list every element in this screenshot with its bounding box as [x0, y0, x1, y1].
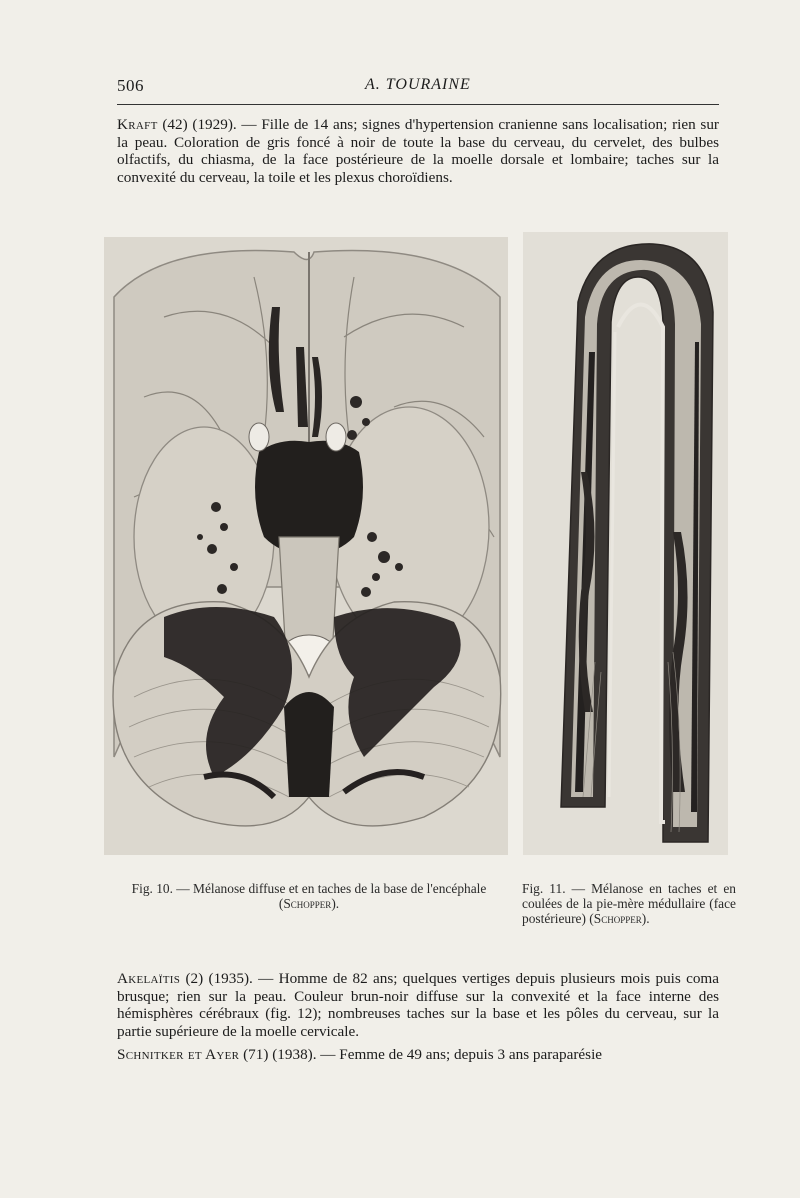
case-author: Kraft: [117, 116, 158, 133]
header-rule: [117, 104, 719, 105]
case-author: Schnitker et Ayer: [117, 1046, 240, 1063]
case-text: (2) (1935). — Homme de 82 ans; quelques vertiges depuis plusieurs mois puis coma brusque; rien sur la peau. Couleur brun-noir diffuse sur la convexité et la face interne des hémisphères cérébraux (fig. 12); nombreuses taches sur la base et les pôles du cerveau, sur la partie supérieure de la moelle cervicale.: [117, 970, 719, 1040]
page-number: 506: [117, 76, 144, 95]
case-paragraph-akelaitis: [117, 970, 719, 1040]
figure-10-caption: [118, 881, 500, 911]
case-paragraph-kraft: [117, 116, 719, 186]
case-text: (42) (1929). — Fille de 14 ans; signes d'hypertension cranienne sans localisation; rien sur la peau. Coloration de gris foncé à noir de toute la base du cerveau, du cervelet, des bulbes olfactifs, du chiasma, de la face postérieure de la moelle dorsale et lombaire; taches sur la convexité du cerveau, la toile et les plexus choroïdiens.: [117, 116, 719, 186]
case-author: Akelaïtis: [117, 970, 181, 987]
caption-credit: Schopper: [283, 896, 332, 911]
caption-credit: Schopper: [593, 911, 642, 926]
figure-11-caption: [522, 881, 736, 926]
caption-text: Fig. 10. — Mélanose diffuse et en taches de la base de l'encéphale (: [131, 881, 487, 911]
figure-10-brain-illustration: [104, 237, 508, 855]
running-title: A. TOURAINE: [365, 76, 471, 93]
caption-text: Fig. 11. — Mélanose en taches et en coulées de la pie-mère médullaire (face postérieure) (: [522, 881, 736, 926]
case-paragraph-schnitker: [117, 1046, 719, 1064]
page-header: [117, 76, 719, 100]
caption-suffix: ).: [331, 896, 340, 911]
brain-drawing: [104, 237, 508, 855]
spinal-cord-drawing: [523, 232, 728, 855]
case-text: (71) (1938). — Femme de 49 ans; depuis 3 ans paraparésie: [239, 1046, 603, 1063]
figure-11-spinal-cord-illustration: [523, 232, 728, 855]
caption-suffix: ).: [641, 911, 650, 926]
